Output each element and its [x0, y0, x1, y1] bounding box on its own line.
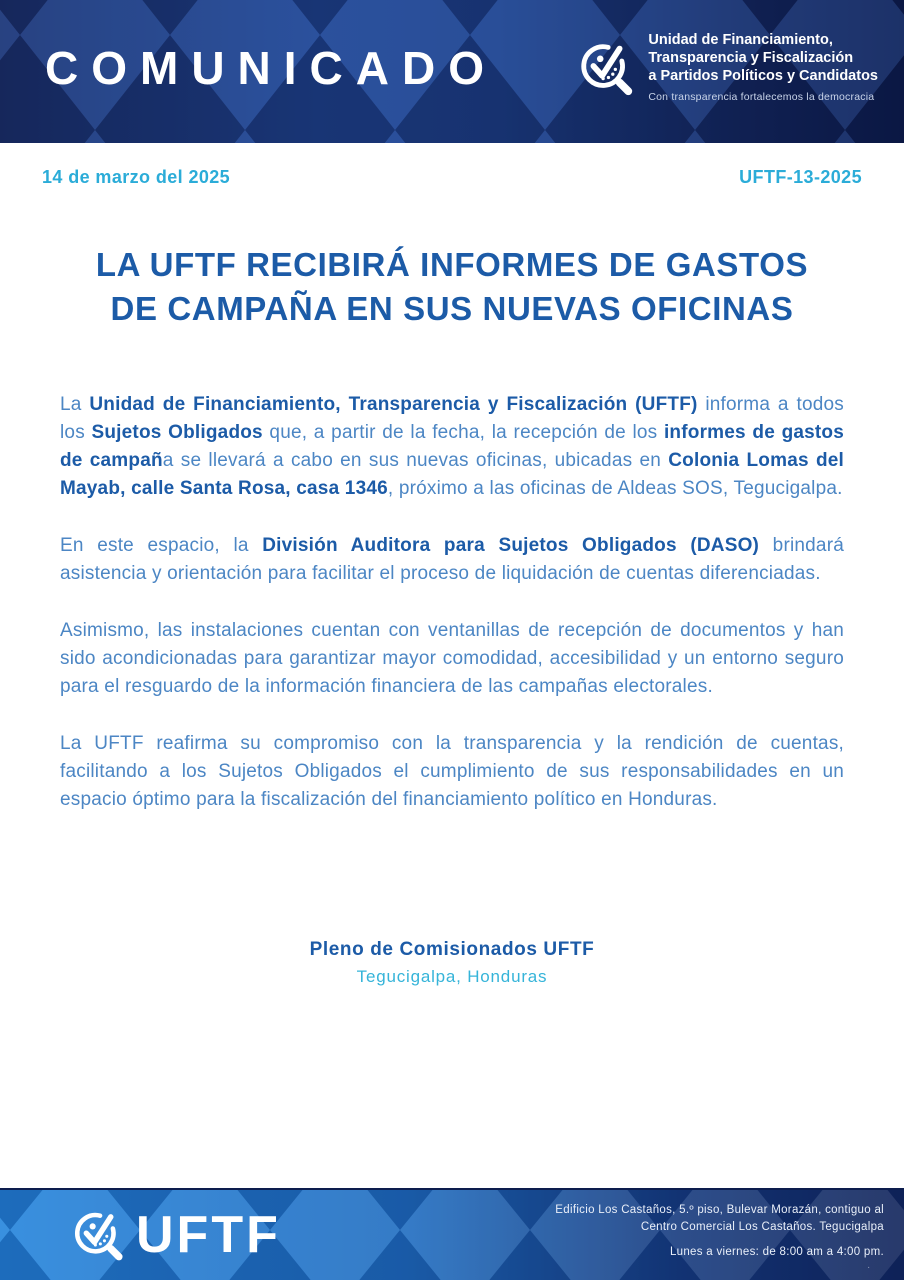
body-paragraph: Asimismo, las instalaciones cuentan con ventanillas de recepción de documentos y han sido acondicionadas para garantizar mayor comodidad, accesibilidad y un entorno seguro para el resguardo de la información financiera de las campañas electorales.: [60, 619, 844, 697]
magnifier-check-icon: [70, 1206, 128, 1264]
uftf-footer-logo: [70, 1206, 281, 1264]
footer-contact-info: [555, 1202, 884, 1271]
org-name-line: Unidad de Financiamiento,: [648, 32, 833, 49]
header-content: [0, 0, 904, 143]
header-banner: [0, 0, 904, 143]
uftf-brand-wordmark: UFTF: [136, 1206, 281, 1264]
footer-address-line: Centro Comercial Los Castaños. Tegucigalpa: [640, 1220, 884, 1233]
document-title-line: LA UFTF RECIBIRÁ INFORMES DE GASTOS: [95, 246, 809, 283]
document-title: [96, 243, 808, 331]
comunicado-heading: COMUNICADO: [45, 41, 497, 94]
org-name-line: Transparencia y Fiscalización: [648, 50, 854, 67]
footer-content: [0, 1190, 904, 1280]
org-tagline: Con transparencia fortalecemos la democracia: [648, 90, 875, 103]
document-body: [0, 391, 904, 842]
meta-row: [0, 167, 904, 188]
document-reference-number: UFTF-13-2025: [739, 167, 862, 187]
body-paragraph: En este espacio, la División Auditora para Sujetos Obligados (DASO) brindará asistencia y orientación para facilitar el proceso de liquidación de cuentas diferenciadas.: [60, 535, 844, 585]
body-paragraph: La Unidad de Financiamiento, Transparencia y Fiscalización (UFTF) informa a todos los Sujetos Obligados que, a partir de la fecha, la recepción de los informes de gastos de campaña se llevará a cabo en sus nuevas oficinas, ubicadas en Colonia Lomas del Mayab, calle Santa Rosa, casa 1346, próximo a las oficinas de Aldeas SOS, Tegucigalpa.: [60, 394, 845, 500]
footer-address-line: Edificio Los Castaños, 5.º piso, Bulevar Morazán, contiguo al: [555, 1204, 884, 1217]
magnifier-check-icon: [576, 37, 638, 99]
footer-speck: .: [867, 1259, 870, 1271]
org-name-line: a Partidos Políticos y Candidatos: [648, 67, 878, 84]
uftf-logo-text: [648, 32, 878, 103]
footer-banner: [0, 1188, 904, 1280]
uftf-header-logo: [576, 32, 878, 103]
document-title-line: DE CAMPAÑA EN SUS NUEVAS OFICINAS: [110, 290, 794, 328]
body-paragraph: La UFTF reafirma su compromiso con la transparencia y la rendición de cuentas, facilitando a los Sujetos Obligados el cumplimiento de sus responsabilidades en un espacio óptimo para la fiscalización del financiamiento político en Honduras.: [60, 732, 844, 810]
signature-location: Tegucigalpa, Honduras: [356, 966, 548, 986]
footer-office-hours: Lunes a viernes: de 8:00 am a 4:00 pm.: [669, 1245, 884, 1258]
signature-block: [0, 939, 904, 987]
signature-name: Pleno de Comisionados UFTF: [309, 938, 595, 960]
document-date: 14 de marzo del 2025: [42, 167, 231, 187]
